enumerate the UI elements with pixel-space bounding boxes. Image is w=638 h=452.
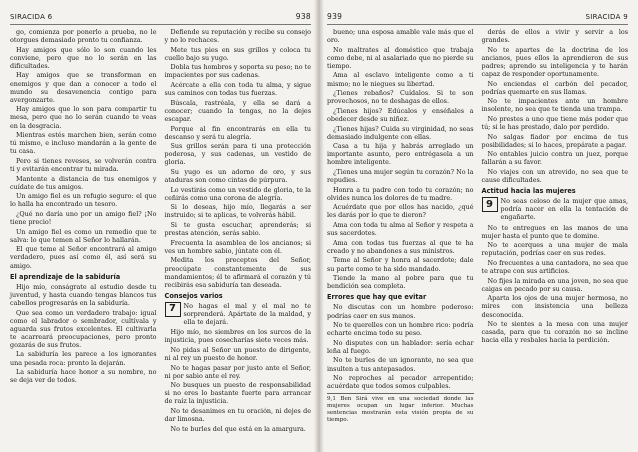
section-heading-errors: Errores que hay que evitar [327, 293, 427, 302]
verse-paragraph: No pidas al Señor un puesto de dirigente, ni al rey un puesto de honor. [164, 345, 311, 362]
right-col2-paragraphs [482, 28, 629, 184]
verse-paragraph: No discutas con un hombre poderoso: podrías caer en sus manos. [327, 303, 474, 320]
verse-paragraph: Ama al esclavo inteligente como a ti mismo; no le niegues su libertad. [327, 71, 474, 88]
verse-paragraph: No te desanimes en tu oración, ni dejes de dar limosna. [164, 407, 311, 424]
verse-paragraph: Mientras estés marchen bien, serán como tú mismo, e incluso mandarán a la gente de tu casa. [10, 131, 157, 156]
left-column-2 [165, 28, 312, 434]
verse-paragraph: go, comienza por ponerlo a prueba, no le otorgues demasiado pronto tu confianza. [10, 28, 157, 45]
right-col1b-paragraphs [327, 303, 474, 390]
right-page [319, 0, 638, 452]
verse-paragraph: derás de ellos a vivir y servir a los grandes. [481, 28, 628, 45]
left-col1-paragraphs [10, 28, 157, 270]
section-heading-wisdom: El aprendizaje de la sabiduría [10, 272, 121, 281]
verse-paragraph: Acércate a ella con toda tu alma, y sigue sus caminos con todas tus fuerzas. [164, 81, 311, 98]
verse-paragraph: No te impacientes ante un hombre insolente, no sea que te tienda una trampa. [481, 97, 628, 114]
left-col2-paragraphs [165, 28, 312, 289]
verse-paragraph: La sabiduría les parece a los ignorantes una pesada roca: pronto la dejarán. [10, 350, 157, 367]
verse-paragraph: No te burles de un ignorante, no sea que insulten a tus antepasados. [327, 356, 474, 373]
verse-paragraph: No te hagas pasar por justo ante el Señor, ni por sabio ante el rey. [164, 363, 311, 380]
verse-paragraph: Hay amigos que lo son para compartir tu mesa, pero que no lo serán cuando te veas en la desgracia. [10, 105, 157, 130]
chapter-opening-text: No hagas el mal y el mal no te sorprenderá. Apártate de la maldad, y ella te dejará. [183, 301, 311, 327]
chapter-start-7 [165, 302, 312, 326]
right-page-number: 939 [327, 12, 343, 21]
right-column-2 [482, 28, 629, 424]
chapter-start-9 [482, 197, 629, 221]
verse-paragraph: ¿Tienes hijas? Cuida su virginidad, no seas demasiado indulgente con ellas. [327, 124, 474, 141]
verse-paragraph: Casa a tu hija y habrás arreglado un importante asunto, pero entrégasela a un hombre inteligente. [327, 142, 474, 167]
verse-paragraph: Su yugo es un adorno de oro, y sus ataduras son como cintas de púrpura. [164, 168, 311, 185]
right-columns [327, 28, 628, 424]
right-column-1 [327, 28, 474, 424]
verse-paragraph: Hijo mío, conságrate al estudio desde tu juventud, y hasta cuando tengas blancos tus cabellos progresarás en la sabiduría. [10, 282, 157, 307]
verse-paragraph: Medita los preceptos del Señor, preocúpate constantemente de sus mandamientos; él te afirmará el corazón y tú recibirás esa sabiduría tan deseada. [164, 256, 311, 289]
verse-paragraph: No te burles del que está en la amargura. [170, 424, 306, 433]
verse-paragraph: Si lo deseas, hijo mío, llegarás a ser instruido; si te aplicas, te volverás hábil. [164, 203, 311, 220]
verse-paragraph: No prestes a uno que tiene más poder que tú; si le has prestado, dalo por perdido. [481, 114, 628, 132]
verse-paragraph: No te querelles con un hombre rico: podría echarte encima todo su peso. [327, 321, 474, 338]
right-col2b-paragraphs [482, 224, 629, 345]
verse-paragraph: Pero si tienes reveses, se volverán contra ti y evitarán encontrar tu mirada. [10, 156, 157, 173]
left-column-1 [10, 28, 157, 434]
verse-paragraph: Lo vestirás como un vestido de gloria, te la ceñirás como una corona de alegría. [164, 185, 311, 202]
verse-paragraph: Defiende su reputación y recibe su consejo y no lo rechaces. [164, 28, 311, 45]
verse-paragraph: Si te gusta escuchar, aprenderás; si prestas atención, serás sabio. [164, 221, 311, 238]
verse-paragraph: No salgas fiador por encima de tus posibilidades; si lo haces, prepárate a pagar. [481, 132, 628, 149]
right-running-title: SIRACIDA 9 [585, 13, 628, 21]
verse-paragraph: No enciendas el carbón del pecador, podrías quemarte en sus llamas. [481, 79, 628, 96]
chapter-number-badge: 7 [165, 302, 181, 317]
verse-paragraph: Aparta los ojos de una mujer hermosa, no mires con insistencia una belleza desconocida. [481, 294, 628, 319]
verse-paragraph: Un amigo fiel es un refugio seguro: el que lo halla ha encontrado un tesoro. [10, 192, 157, 209]
verse-paragraph: Mantente a distancia de tus enemigos y cuídate de tus amigos. [10, 174, 157, 191]
verse-paragraph: Porque al fin encontrarás en ella tu descanso y será tu alegría. [164, 124, 311, 141]
verse-paragraph: No busques un puesto de responsabilidad si no eres lo bastante fuerte para arrancar de raíz la injusticia. [164, 381, 311, 406]
verse-paragraph: Mete tus pies en sus grillos y coloca tu cuello bajo su yugo. [164, 45, 311, 62]
verse-paragraph: Frecuenta la asamblea de los ancianos; si ves un hombre sabio, júntate con él. [164, 238, 311, 255]
verse-paragraph: Ama con todas tus fuerzas al que te ha creado y no abandones a sus ministros. [327, 238, 474, 255]
verse-paragraph: No maltrates al doméstico que trabaja como debe, ni al asalariado que no pierde su tiempo. [327, 45, 474, 70]
verse-paragraph: Sus grillos serán para ti una protección poderosa, y sus cadenas, un vestido de gloria. [164, 142, 311, 167]
right-page-header [327, 12, 628, 25]
section-heading-advice: Consejos varios [164, 291, 223, 300]
verse-paragraph: Ama con toda tu alma al Señor y respeta a sus sacerdotes. [327, 221, 474, 238]
verse-paragraph: bueno; una esposa amable vale más que el oro. [327, 28, 474, 45]
verse-paragraph: No reproches al pecador arrepentido; acuérdate que todos somos culpables. [327, 374, 474, 391]
verse-paragraph: No te sientes a la mesa con una mujer casada, para que tu corazón no se incline hacia ella y resbales hacia la perdición. [481, 320, 628, 345]
right-col1-paragraphs [327, 28, 474, 290]
verse-paragraph: Teme al Señor y honra al sacerdote; dale su parte como te ha sido mandado. [327, 256, 474, 273]
verse-paragraph: Hay amigos que sólo lo son cuando les conviene, pero que no lo serán en las dificultades. [10, 45, 157, 70]
book-gutter [314, 0, 324, 452]
verse-paragraph: No entables juicio contra un juez, porque fallarán a su favor. [481, 150, 628, 167]
verse-paragraph: Que sea como un verdadero trabajo: igual como el labrador o sembrador, cultívala y aguarda sus frutos excelentes. El cultivarla te acarreará preocupaciones, pero pronto gozarás de sus frutos. [10, 308, 157, 349]
verse-paragraph: Hijo mío, no siembres en los surcos de la injusticia, pues cosecharías siete veces más. [164, 328, 311, 345]
verse-paragraph: ¿Tienes rebaños? Cuídalos. Si te son provechosos, no te deshagas de ellos. [327, 89, 474, 106]
left-col1b-paragraphs [10, 283, 157, 385]
verse-paragraph: Búscala, rastréala, y ella se dará a conocer; cuando la tengas, no la dejes escapar. [164, 98, 311, 123]
left-col2b-paragraphs [165, 328, 312, 433]
chapter-opening-text: No seas celoso de la mujer que amas, podría nacer en ella la tentación de engañarte. [500, 197, 628, 222]
verse-paragraph: No te acerques a una mujer de mala reputación, podrías caer en sus redes. [481, 241, 628, 258]
verse-paragraph: Un amigo fiel es como un remedio que te salva: lo que temen al Señor lo hallarán. [10, 227, 157, 244]
left-columns [10, 28, 311, 434]
verse-paragraph: Honra a tu padre con todo tu corazón; no olvides nunca los dolores de tu madre. [327, 185, 474, 202]
verse-paragraph: ¿Qué no daría uno por un amigo fiel? ¡No tiene precio! [10, 209, 157, 227]
verse-paragraph: No fijes la mirada en una joven, no sea que caigas en pecado por su causa. [481, 276, 628, 293]
section-heading-women: Actitud hacia las mujeres [481, 187, 576, 196]
left-page-number: 938 [295, 12, 311, 21]
verse-paragraph: No viajes con un atrevido, no sea que te cause dificultades. [481, 168, 628, 185]
verse-paragraph: No disputes con un hablador: sería echar leña al fuego. [327, 338, 474, 355]
left-page-header [10, 12, 311, 25]
verse-paragraph: No te entregues en las manos de una mujer hasta el punto que te domine. [481, 223, 628, 240]
verse-paragraph: No frecuentes a una cantadora, no sea que te atrape con sus artificios. [481, 258, 628, 276]
verse-paragraph: Hay amigos que se transforman en enemigos y que dan a conocer a todo el mundo su desavenencia contigo para avergonzarte. [10, 71, 157, 104]
footnote: 9,1 Ben Sirá vive en una sociedad donde las mujeres ocupan un lugar inferior. Muchas sentencias mostrarán esta visión propia de su tiempo. [327, 393, 474, 424]
verse-paragraph: Tiende la mano al pobre para que tu bendición sea completa. [327, 274, 474, 291]
verse-paragraph: No te apartes de la doctrina de los ancianos, pues ellos la aprendieron de sus padres; aprendo su inteligencia y te harán capaz de responder oportunamente. [481, 45, 628, 78]
verse-paragraph: La sabiduría hace honor a su nombre, no se deja ver de todos. [10, 368, 157, 385]
verse-paragraph: ¿Tienes hijos? Edúcalos y enséñales a obedecer desde su niñez. [327, 106, 474, 123]
left-running-title: SIRACIDA 6 [10, 13, 53, 21]
verse-paragraph: Dobla tus hombros y soporta su peso; no te impacientes por sus cadenas. [164, 63, 311, 80]
verse-paragraph: ¿Tienes una mujer según tu corazón? No la repudies. [327, 168, 474, 185]
verse-paragraph: Acuérdate que por ellos has nacido, ¿qué les darás por lo que te dieron? [327, 203, 474, 220]
verse-paragraph: El que teme al Señor encontrará al amigo verdadero, pues así como él, así será su amigo. [10, 245, 157, 270]
chapter-number-badge: 9 [482, 197, 498, 212]
